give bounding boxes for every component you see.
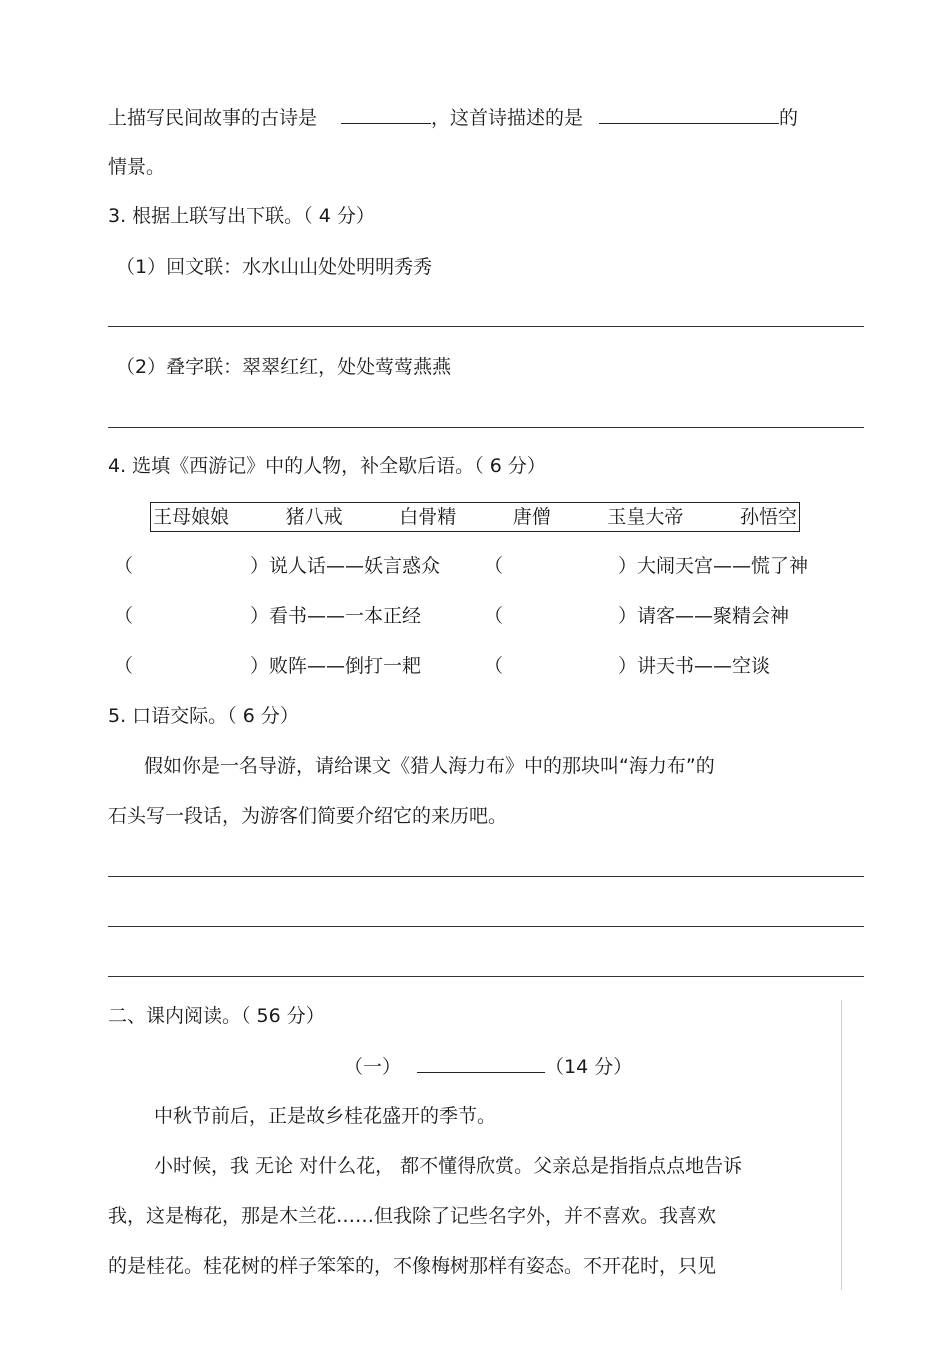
answer-line-1[interactable] [108,326,864,327]
xiehouyu-right-1: ）大闹天宫——慌了神 [618,555,809,577]
passage-score: （14 分） [545,1056,633,1078]
passage-heading [344,1054,632,1079]
blank-passage-title[interactable] [417,1054,545,1073]
prompt-line-1: 假如你是一名导游，请给课文《猎人海力布》中的那块叫“海力布”的 [144,755,715,777]
couplet-item-1: （1）回文联：水水山山处处明明秀秀 [116,256,433,278]
open-paren: （ [484,605,504,627]
xiehouyu-right-2: ）请客——聚精会神 [618,605,790,627]
character-choice-box [150,502,800,532]
prompt-line-2: 石头写一段话，为游客们简要介绍它的来历吧。 [108,805,508,827]
choice-item: 唐僧 [512,506,551,528]
choice-item: 猪八戒 [285,506,343,528]
line-suffix: 的 [779,107,799,129]
passage-paragraph-1: 中秋节前后，正是故乡桂花盛开的季节。 [154,1105,497,1127]
choice-item: 孙悟空 [739,506,797,528]
answer-line-3[interactable] [108,876,864,877]
page-edge-divider [841,1000,842,1290]
open-paren: （ [114,605,134,627]
passage-number: （一） [344,1056,402,1078]
answer-line-2[interactable] [108,427,864,428]
couplet-item-2: （2）叠字联：翠翠红红，处处莺莺燕燕 [116,356,452,378]
question-5-title: 5. 口语交际。（ 6 分） [108,705,299,727]
section-2-title: 二、课内阅读。（ 56 分） [108,1005,325,1027]
passage-line: 小时候，我 无论 对什么花， 都不懂得欣赏。父亲总是指指点点地告诉 [154,1155,743,1177]
question-3-title: 3. 根据上联写出下联。（ 4 分） [108,205,375,227]
continuation-text: 情景。 [108,156,166,178]
xiehouyu-left-1: ）说人话——妖言惑众 [250,555,441,577]
passage-line: 我，这是梅花，那是木兰花……但我除了记些名字外，并不喜欢。我喜欢 [108,1205,717,1227]
open-paren: （ [114,555,134,577]
open-paren: （ [484,555,504,577]
question-4-title: 4. 选填《西游记》中的人物，补全歇后语。（ 6 分） [108,455,546,477]
answer-line-4[interactable] [108,926,864,927]
passage-line: 的是桂花。桂花树的样子笨笨的，不像梅树那样有姿态。不开花时，只见 [108,1255,717,1277]
xiehouyu-left-3: ）败阵——倒打一耙 [250,655,422,677]
xiehouyu-left-2: ）看书——一本正经 [250,605,422,627]
blank-scene[interactable] [599,105,779,124]
choice-item: 王母娘娘 [153,506,230,528]
answer-line-5[interactable] [108,976,864,977]
choice-item: 白骨精 [399,506,457,528]
open-paren: （ [484,655,504,677]
fill-blank-line [108,105,798,130]
line-prefix: 上描写民间故事的古诗是 [108,107,318,129]
choice-item: 玉皇大帝 [607,506,684,528]
blank-poem-name[interactable] [341,105,431,124]
line-mid: ，这首诗描述的是 [431,107,584,129]
open-paren: （ [114,655,134,677]
xiehouyu-right-3: ）讲天书——空谈 [618,655,771,677]
